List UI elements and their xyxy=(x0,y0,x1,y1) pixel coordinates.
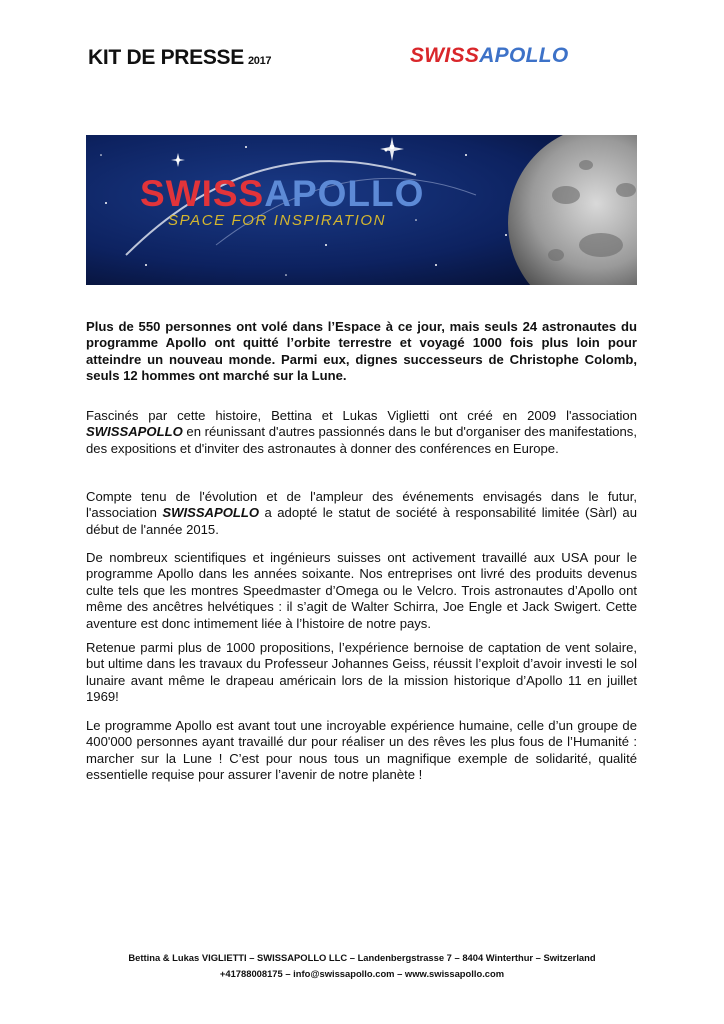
footer-contact: +41788008175 – info@swissapollo.com – www.swissapollo.com xyxy=(219,968,505,979)
paragraph-2 xyxy=(86,489,637,538)
page-title xyxy=(88,46,271,70)
banner-logo-apollo: APOLLO xyxy=(264,173,425,214)
banner-tagline: SPACE FOR INSPIRATION xyxy=(168,212,387,229)
banner-image xyxy=(86,135,637,285)
logo-swiss: SWISS xyxy=(410,44,480,67)
title-text: KIT DE PRESSE xyxy=(88,46,244,69)
paragraph-1-text-b: en réunissant d'autres passionnés dans le but d'organiser des manifestations, des expositions et d'inviter des astronautes à donner des conférences en Europe. xyxy=(86,424,637,456)
footer-address: Bettina & Lukas VIGLIETTI – SWISSAPOLLO LLC – Landenbergstrasse 7 – 8404 Winterthur – Switzerland xyxy=(128,952,596,963)
paragraph-1-brand: SWISSAPOLLO xyxy=(86,424,183,440)
paragraph-4: Retenue parmi plus de 1000 propositions, l’expérience bernoise de captation de vent solaire, but ultime dans les travaux du Professeur Johannes Geiss, réussit l’exploit d’avoir investi le sol lunaire avant même le drapeau américain lors de la mission historique d’Apollo 11 en juillet 1969! xyxy=(86,640,637,705)
logo-apollo: APOLLO xyxy=(479,44,569,67)
title-year: 2017 xyxy=(247,55,272,67)
paragraph-1 xyxy=(86,408,637,457)
paragraph-1-text-a: Fascinés par cette histoire, Bettina et Lukas Viglietti ont créé en 2009 l'association xyxy=(86,408,637,423)
paragraph-2-text-a: Compte tenu de l'évolution et de l'ampleur des événements envisagés dans le futur, l'association xyxy=(86,489,637,521)
paragraph-5: Le programme Apollo est avant tout une incroyable expérience humaine, celle d’un groupe de 400'000 personnes ayant travaillé dur pour réaliser un des rêves les plus fous de l’Humanité : marcher sur la Lune ! C’est pour nous tous un magnifique exemple de solidarité, qualité essentielle requise pour assurer l’avenir de notre planète ! xyxy=(86,718,637,783)
paragraph-2-text-b: a adopté le statut de société à responsabilité limitée (Sàrl) au début de l'année 2015. xyxy=(86,505,637,537)
banner-logo xyxy=(140,173,424,215)
intro-paragraph: Plus de 550 personnes ont volé dans l’Espace à ce jour, mais seuls 24 astronautes du programme Apollo ont quitté l’orbite terrestre et voyagé 1000 fois plus loin pour atteindre un nouveau monde. Parmi eux, dignes successeurs de Christophe Colomb, seuls 12 hommes ont marché sur la Lune. xyxy=(86,319,637,384)
swissapollo-logo xyxy=(410,44,568,68)
paragraph-2-brand: SWISSAPOLLO xyxy=(162,505,260,521)
banner-logo-swiss: SWISS xyxy=(140,173,265,214)
paragraph-3: De nombreux scientifiques et ingénieurs suisses ont activement travaillé aux USA pour le programme Apollo dans les années soixante. Nos entreprises ont livré des produits devenus culte tels que les montres Speedmaster d’Omega ou le Velcro. Trois astronautes d’Apollo ont même des ancêtres helvétiques : il s’agit de Walter Schirra, Joe Engle et Jack Swigert. Cette aventure est donc intimement liée à l’histoire de notre pays. xyxy=(86,550,637,631)
